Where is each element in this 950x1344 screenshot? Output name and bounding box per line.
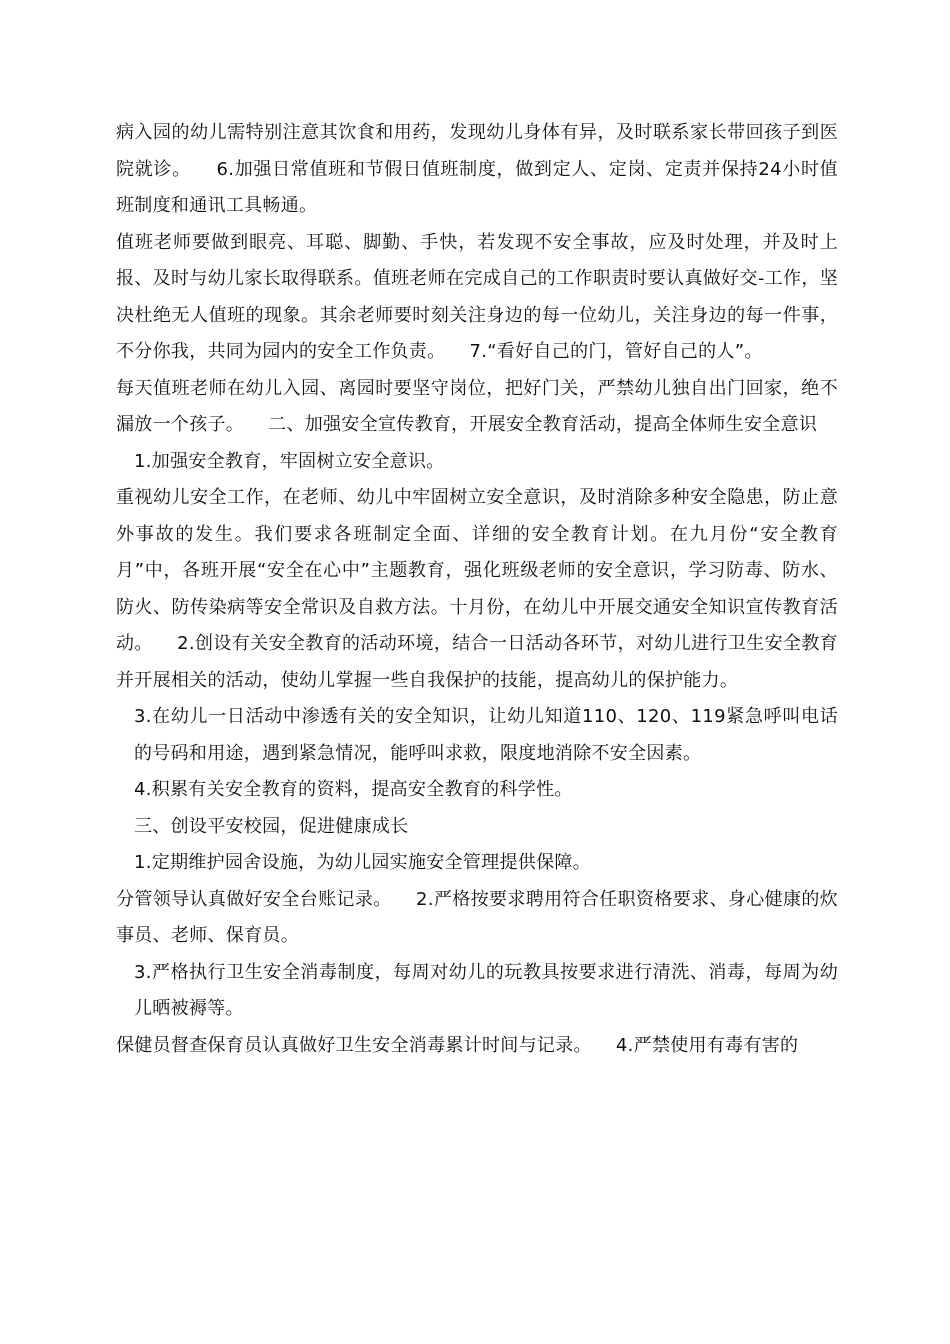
paragraph-12: 保健员督查保育员认真做好卫生安全消毒累计时间与记录。 4.严禁使用有毒有害的 <box>116 1034 799 1056</box>
document-body <box>116 115 838 1064</box>
paragraph-9: 1.定期维护园舍设施，为幼儿园实施安全管理提供保障。 <box>134 852 591 873</box>
paragraph-6: 3.在幼儿一日活动中渗透有关的安全知识，让幼儿知道110、120、119紧急呼叫电话的号码和用途，遇到紧急情况，能呼叫求救，限度地消除不安全因素。 <box>134 706 838 764</box>
paragraph-1: 病入园的幼儿需特别注意其饮食和用药，发现幼儿身体有异，及时联系家长带回孩子到医院就诊。 6.加强日常值班和节假日值班制度，做到定人、定岗、定责并保持24小时值班制度和通讯工具畅通。 <box>116 122 838 216</box>
paragraph-7: 4.积累有关安全教育的资料，提高安全教育的科学性。 <box>134 779 573 800</box>
paragraph-3: 每天值班老师在幼儿入园、离园时要坚守岗位，把好门关，严禁幼儿独自出门回家，绝不漏放一个孩子。 二、加强安全宣传教育，开展安全教育活动，提高全体师生安全意识 <box>116 377 838 435</box>
paragraph-5: 重视幼儿安全工作，在老师、幼儿中牢固树立安全意识，及时消除多种安全隐患，防止意外事故的发生。我们要求各班制定全面、详细的安全教育计划。在九月份“安全教育月”中，各班开展“安全在心中”主题教育，强化班级老师的安全意识，学习防毒、防水、防火、防传染病等安全常识及自救方法。十月份，在幼儿中开展交通安全知识宣传教育活动。 2.创设有关安全教育的活动环境，结合一日活动各环节，对幼儿进行卫生安全教育并开展相关的活动，使幼儿掌握一些自我保护的技能，提高幼儿的保护能力。 <box>116 487 838 691</box>
paragraph-11: 3.严格执行卫生安全消毒制度，每周对幼儿的玩教具按要求进行清洗、消毒，每周为幼儿晒被褥等。 <box>134 961 838 1019</box>
paragraph-10: 分管领导认真做好安全台账记录。 2.严格按要求聘用符合任职资格要求、身心健康的炊事员、老师、保育员。 <box>116 888 838 946</box>
paragraph-2: 值班老师要做到眼亮、耳聪、脚勤、手快，若发现不安全事故，应及时处理，并及时上报、及时与幼儿家长取得联系。值班老师在完成自己的工作职责时要认真做好交-工作，坚决杜绝无人值班的现象。其余老师要时刻关注身边的每一位幼儿，关注身边的每一件事，不分你我，共同为园内的安全工作负责。 7.“看好自己的门，管好自己的人”。 <box>116 231 838 362</box>
paragraph-4: 1.加强安全教育，牢固树立安全意识。 <box>134 450 445 472</box>
section-heading-3: 三、创设平安校园，促进健康成长 <box>134 815 409 837</box>
